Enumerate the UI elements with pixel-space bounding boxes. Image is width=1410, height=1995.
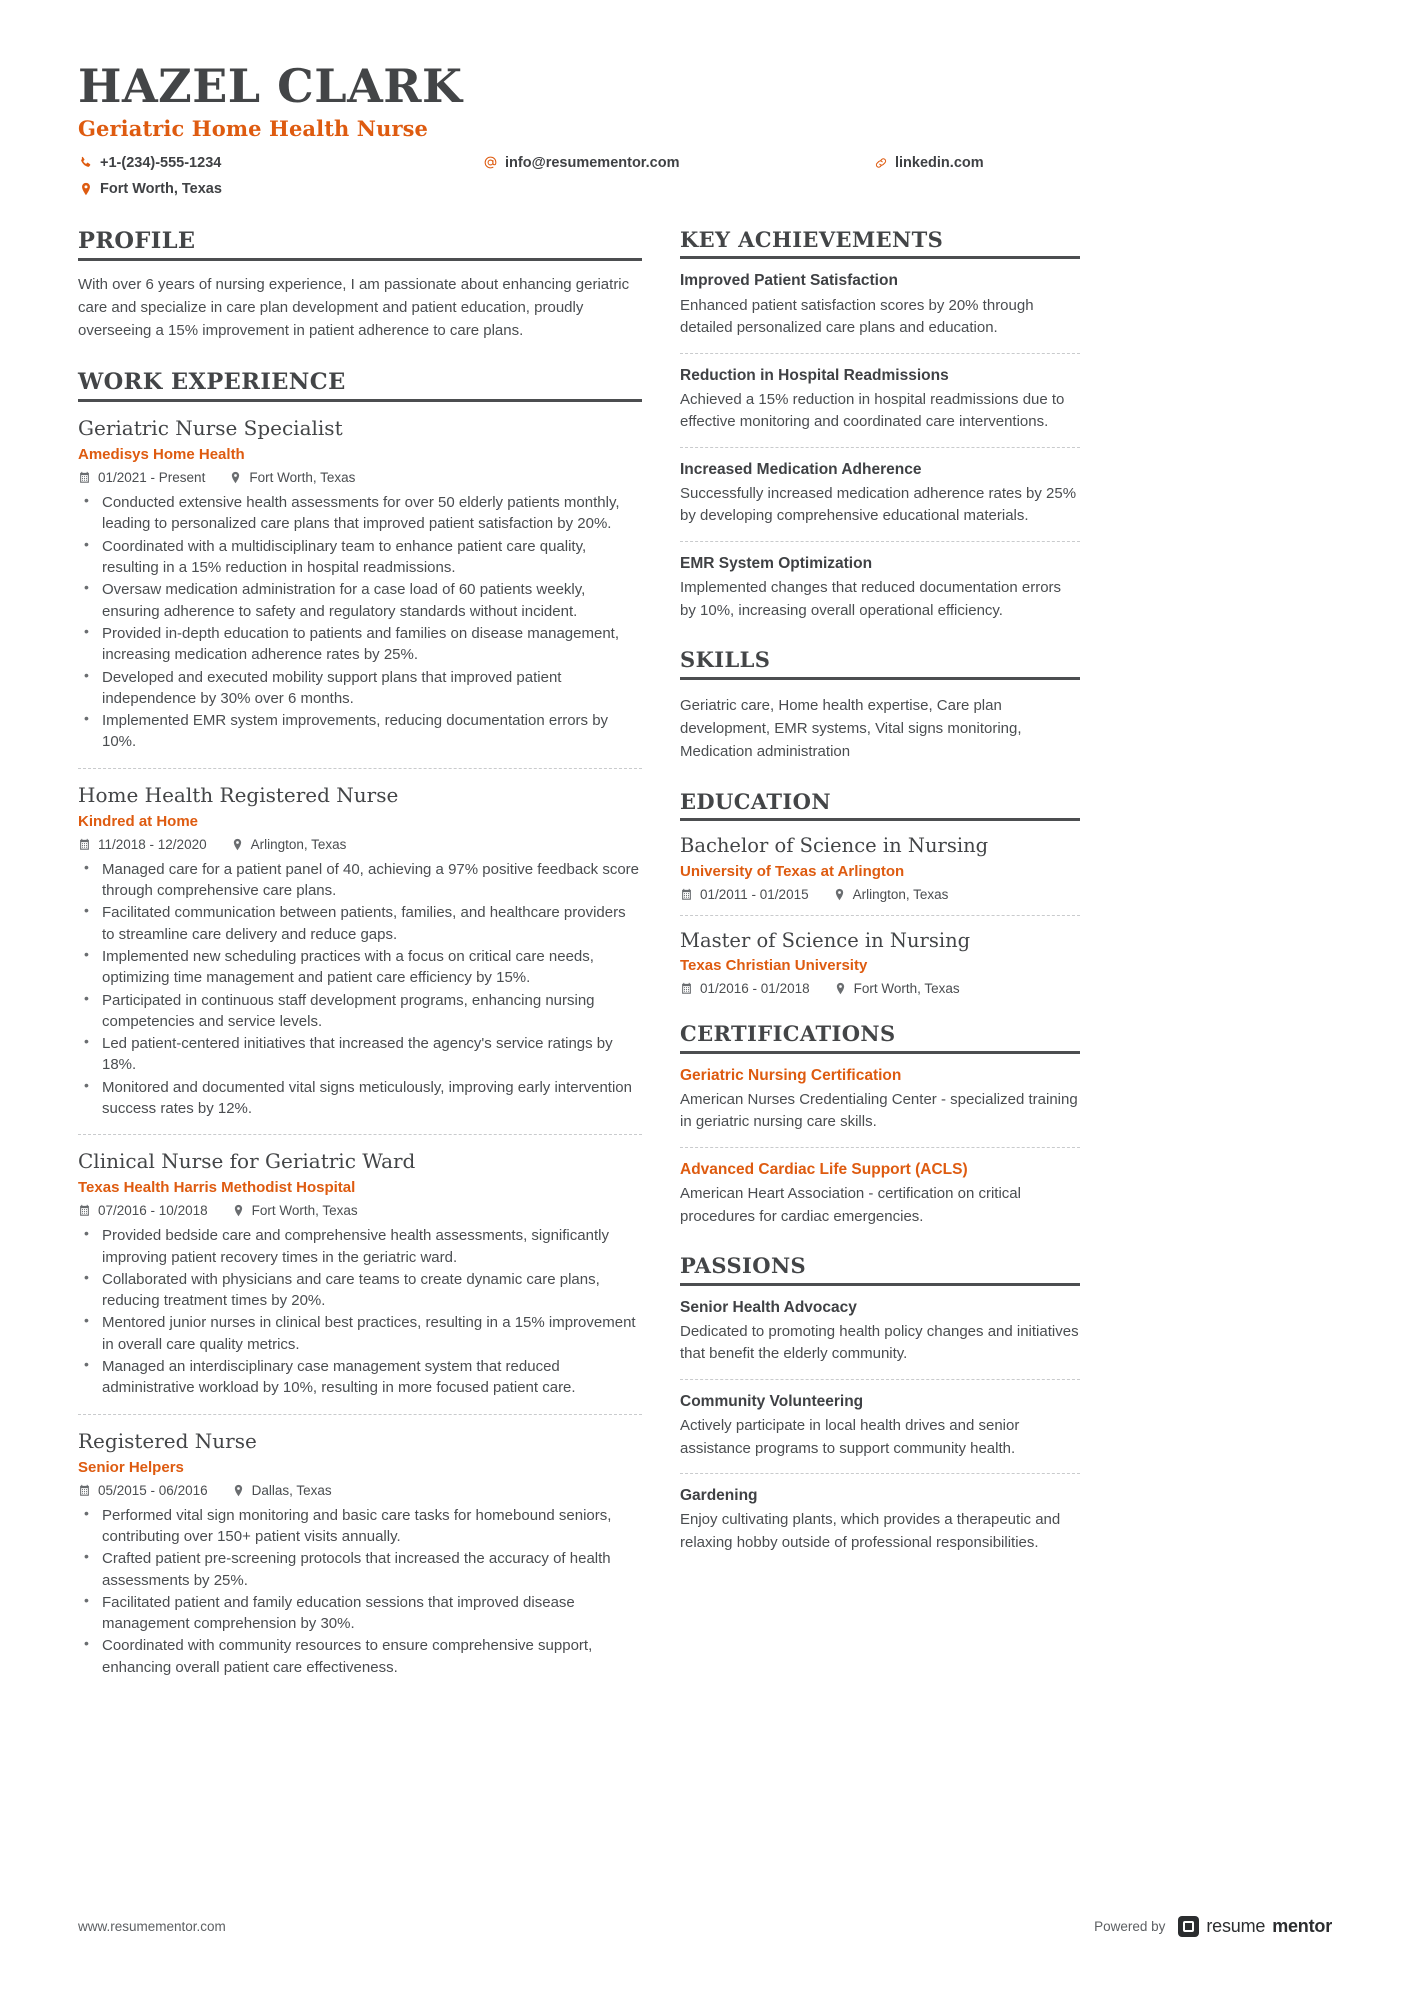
map-pin-icon (833, 888, 846, 901)
work-entry (78, 1414, 642, 1678)
bullet-item: • Implemented new scheduling practices with a focus on critical care needs, optimizing time management and patient care efficiency by 15%. (78, 946, 642, 989)
education-location-text: Arlington, Texas (852, 886, 949, 902)
education-item (680, 821, 1080, 901)
section-work-experience (78, 369, 642, 1678)
section-certifications (680, 1022, 1080, 1228)
section-heading-education: EDUCATION (680, 790, 1080, 822)
section-passions (680, 1254, 1080, 1554)
bullet-item: • Monitored and documented vital signs meticulously, improving early intervention success rates by 12%. (78, 1077, 642, 1120)
achievement-item (680, 353, 1080, 434)
bullet-item: • Coordinated with a multidisciplinary team to enhance patient care quality, resulting in a 15% reduction in hospital readmissions. (78, 536, 642, 579)
work-entry-dates (78, 470, 205, 485)
passion-text: Dedicated to promoting health policy changes and initiatives that benefit the elderly community. (680, 1322, 1079, 1363)
map-pin-icon (834, 982, 847, 995)
resumementor-logo (1178, 1916, 1332, 1937)
work-entry-dates-text: 01/2021 - Present (98, 470, 206, 486)
bullet-item: • Coordinated with community resources to ensure comprehensive support, enhancing overall patient care effectiveness. (78, 1635, 642, 1678)
job-title: Geriatric Home Health Nurse (78, 115, 428, 141)
contact-linkedin-text: linkedin.com (895, 154, 984, 171)
section-heading-skills: SKILLS (680, 648, 1080, 680)
phone-icon (78, 155, 93, 170)
work-entry-meta (78, 837, 642, 852)
contact-linkedin[interactable] (873, 150, 1332, 176)
contact-phone (78, 150, 483, 176)
profile-text: With over 6 years of nursing experience, I am passionate about enhancing geriatric care and specialize in care plan development and patient education, proudly overseeing a 15% improvement in patient adherence to care plans. (78, 276, 630, 339)
bullet-item: • Provided in-depth education to patients and families on disease management, increasing medication adherence rates by 25%. (78, 623, 642, 666)
link-icon (873, 155, 888, 170)
work-entry-title: Home Health Registered Nurse (78, 782, 399, 807)
education-location (833, 887, 949, 902)
map-pin-icon (231, 838, 244, 851)
right-column (680, 228, 1080, 1679)
calendar-icon (78, 1484, 91, 1497)
work-entry-title: Clinical Nurse for Geriatric Ward (78, 1149, 416, 1174)
work-entry-location-text: Arlington, Texas (250, 836, 347, 852)
bullet-item: • Developed and executed mobility support plans that improved patient independence by 30% over 6 months. (78, 667, 642, 710)
work-entry-dates (78, 1203, 208, 1218)
bullet-item: • Facilitated communication between patients, families, and healthcare providers to streamline care delivery and reduce gaps. (78, 902, 642, 945)
achievement-text: Successfully increased medication adherence rates by 25% by developing comprehensive educational materials. (680, 484, 1077, 525)
certification-item (680, 1054, 1080, 1134)
bullet-item: • Managed care for a patient panel of 40, achieving a 97% positive feedback score through comprehensive care plans. (78, 859, 642, 902)
resume-footer (78, 1916, 1332, 1937)
achievement-item (680, 259, 1080, 339)
map-pin-icon (232, 1204, 245, 1217)
achievement-title: Increased Medication Adherence (680, 460, 922, 478)
work-entry-meta (78, 1203, 642, 1218)
bullet-item: • Crafted patient pre-screening protocols that increased the accuracy of health assessments by 25%. (78, 1548, 642, 1591)
section-heading-key-achievements: KEY ACHIEVEMENTS (680, 228, 1080, 260)
work-entry (78, 1134, 642, 1398)
section-profile (78, 228, 642, 343)
achievement-title: Improved Patient Satisfaction (680, 272, 898, 290)
education-degree: Master of Science in Nursing (680, 928, 971, 952)
achievement-title: Reduction in Hospital Readmissions (680, 366, 949, 384)
work-entry-location-text: Fort Worth, Texas (249, 470, 356, 486)
work-entry-dates-text: 11/2018 - 12/2020 (98, 836, 207, 852)
calendar-icon (680, 982, 693, 995)
bullet-item: • Participated in continuous staff development programs, enhancing nursing competencies and service levels. (78, 990, 642, 1033)
work-entry-bullets (78, 492, 642, 753)
powered-by-label: Powered by (1094, 1919, 1166, 1934)
contact-phone-text: +1-(234)-555-1234 (100, 154, 222, 171)
certification-title: Advanced Cardiac Life Support (ACLS) (680, 1160, 968, 1178)
education-item (680, 915, 1080, 996)
skills-text: Geriatric care, Home health expertise, Care plan development, EMR systems, Vital signs monitoring, Medication administration (680, 696, 1022, 761)
page-title: HAZEL CLARK (78, 59, 463, 113)
education-dates-text: 01/2016 - 01/2018 (700, 980, 810, 996)
education-location (834, 981, 960, 996)
work-entry-dates-text: 05/2015 - 06/2016 (98, 1482, 208, 1498)
calendar-icon (78, 838, 91, 851)
education-school: University of Texas at Arlington (680, 862, 905, 880)
education-dates (680, 887, 809, 902)
work-entry-bullets (78, 1225, 642, 1398)
contact-email[interactable] (483, 150, 873, 176)
work-entry-meta (78, 1483, 642, 1498)
section-heading-certifications: CERTIFICATIONS (680, 1022, 1080, 1054)
bullet-item: • Facilitated patient and family education sessions that improved disease management comprehension by 30%. (78, 1592, 642, 1635)
section-heading-work-experience: WORK EXPERIENCE (78, 369, 642, 403)
brand-bold-text: mentor (1272, 1916, 1332, 1936)
passion-item (680, 1473, 1080, 1554)
bullet-item: • Mentored junior nurses in clinical best practices, resulting in a 15% improvement in overall care quality metrics. (78, 1312, 642, 1355)
education-dates-text: 01/2011 - 01/2015 (700, 886, 809, 902)
calendar-icon (78, 471, 91, 484)
logo-mark-icon (1178, 1916, 1199, 1937)
brand-light-text: resume (1206, 1916, 1266, 1936)
bullet-item: • Oversaw medication administration for a case load of 60 patients weekly, ensuring adherence to safety and regulatory standards without incident. (78, 579, 642, 622)
certification-item (680, 1147, 1080, 1228)
education-meta (680, 887, 1080, 902)
work-entry-title: Geriatric Nurse Specialist (78, 416, 343, 441)
work-entry-bullets (78, 859, 642, 1120)
bullet-item: • Provided bedside care and comprehensive health assessments, significantly improving patient recovery times in the geriatric ward. (78, 1225, 642, 1268)
work-entry-org: Senior Helpers (78, 1458, 184, 1476)
work-entry-meta (78, 470, 642, 485)
at-sign-icon (483, 155, 498, 170)
certification-title: Geriatric Nursing Certification (680, 1066, 902, 1084)
bullet-item: • Performed vital sign monitoring and basic care tasks for homebound seniors, contributing over 150+ patient visits annually. (78, 1505, 642, 1548)
work-entry (78, 402, 642, 753)
contact-location (78, 176, 483, 202)
section-key-achievements (680, 228, 1080, 622)
bullet-item: • Collaborated with physicians and care teams to create dynamic care plans, reducing treatment times by 20%. (78, 1269, 642, 1312)
passion-text: Actively participate in local health drives and senior assistance programs to support community health. (680, 1417, 1020, 1457)
contact-row (78, 150, 1332, 202)
resume-body (78, 228, 1332, 1679)
footer-website[interactable]: www.resumementor.com (78, 1919, 226, 1934)
education-school: Texas Christian University (680, 956, 868, 974)
bullet-item: • Managed an interdisciplinary case management system that reduced administrative workload by 10%, resulting in more focused patient care. (78, 1356, 642, 1399)
map-pin-icon (78, 181, 93, 196)
footer-powered-by (1094, 1916, 1332, 1937)
left-column (78, 228, 670, 1679)
work-entry-bullets (78, 1505, 642, 1678)
work-entry (78, 768, 642, 1120)
work-entry-location (232, 1483, 332, 1498)
bullet-item: • Conducted extensive health assessments for over 50 elderly patients monthly, leading to personalized care plans that improved patient satisfaction by 20%. (78, 492, 642, 535)
achievement-item (680, 447, 1080, 528)
section-heading-profile: PROFILE (78, 228, 642, 262)
passion-title: Community Volunteering (680, 1392, 864, 1410)
work-entry-org: Kindred at Home (78, 812, 199, 830)
work-entry-dates (78, 837, 207, 852)
certification-text: American Nurses Credentialing Center - specialized training in geriatric nursing care skills. (680, 1090, 1078, 1131)
contact-location-text: Fort Worth, Texas (100, 180, 222, 197)
work-entry-dates-text: 07/2016 - 10/2018 (98, 1203, 208, 1219)
achievement-text: Enhanced patient satisfaction scores by 20% through detailed personalized care plans and education. (680, 296, 1034, 337)
section-education (680, 790, 1080, 996)
passion-title: Senior Health Advocacy (680, 1298, 857, 1316)
education-location-text: Fort Worth, Texas (853, 980, 960, 996)
work-entry-org: Amedisys Home Health (78, 446, 245, 464)
resume-header (78, 59, 1332, 202)
education-degree: Bachelor of Science in Nursing (680, 834, 989, 858)
passion-title: Gardening (680, 1487, 758, 1505)
work-entry-location-text: Dallas, Texas (251, 1482, 332, 1498)
calendar-icon (78, 1204, 91, 1217)
bullet-item: • Led patient-centered initiatives that increased the agency's service ratings by 18%. (78, 1033, 642, 1076)
work-entry-dates (78, 1483, 208, 1498)
work-entry-location (231, 837, 347, 852)
section-heading-passions: PASSIONS (680, 1254, 1080, 1286)
map-pin-icon (232, 1484, 245, 1497)
achievement-title: EMR System Optimization (680, 554, 873, 572)
work-entry-location (232, 1203, 358, 1218)
section-skills (680, 648, 1080, 764)
education-dates (680, 981, 810, 996)
bullet-item: • Implemented EMR system improvements, reducing documentation errors by 10%. (78, 710, 642, 753)
passion-text: Enjoy cultivating plants, which provides a therapeutic and relaxing hobby outside of professional responsibilities. (680, 1511, 1061, 1551)
achievement-item (680, 541, 1080, 622)
work-entry-org: Texas Health Harris Methodist Hospital (78, 1179, 356, 1197)
work-entry-title: Registered Nurse (78, 1428, 257, 1453)
contact-email-text: info@resumementor.com (505, 154, 680, 171)
map-pin-icon (229, 471, 242, 484)
passion-item (680, 1379, 1080, 1460)
certification-text: American Heart Association - certification on critical procedures for cardiac emergencies. (680, 1185, 1021, 1225)
education-meta (680, 981, 1080, 996)
calendar-icon (680, 888, 693, 901)
passion-item (680, 1286, 1080, 1366)
work-entry-location (229, 470, 355, 485)
work-entry-location-text: Fort Worth, Texas (251, 1203, 358, 1219)
achievement-text: Achieved a 15% reduction in hospital readmissions due to effective monitoring and coordinated care interventions. (680, 390, 1065, 431)
achievement-text: Implemented changes that reduced documentation errors by 10%, increasing overall operational efficiency. (680, 579, 1062, 619)
